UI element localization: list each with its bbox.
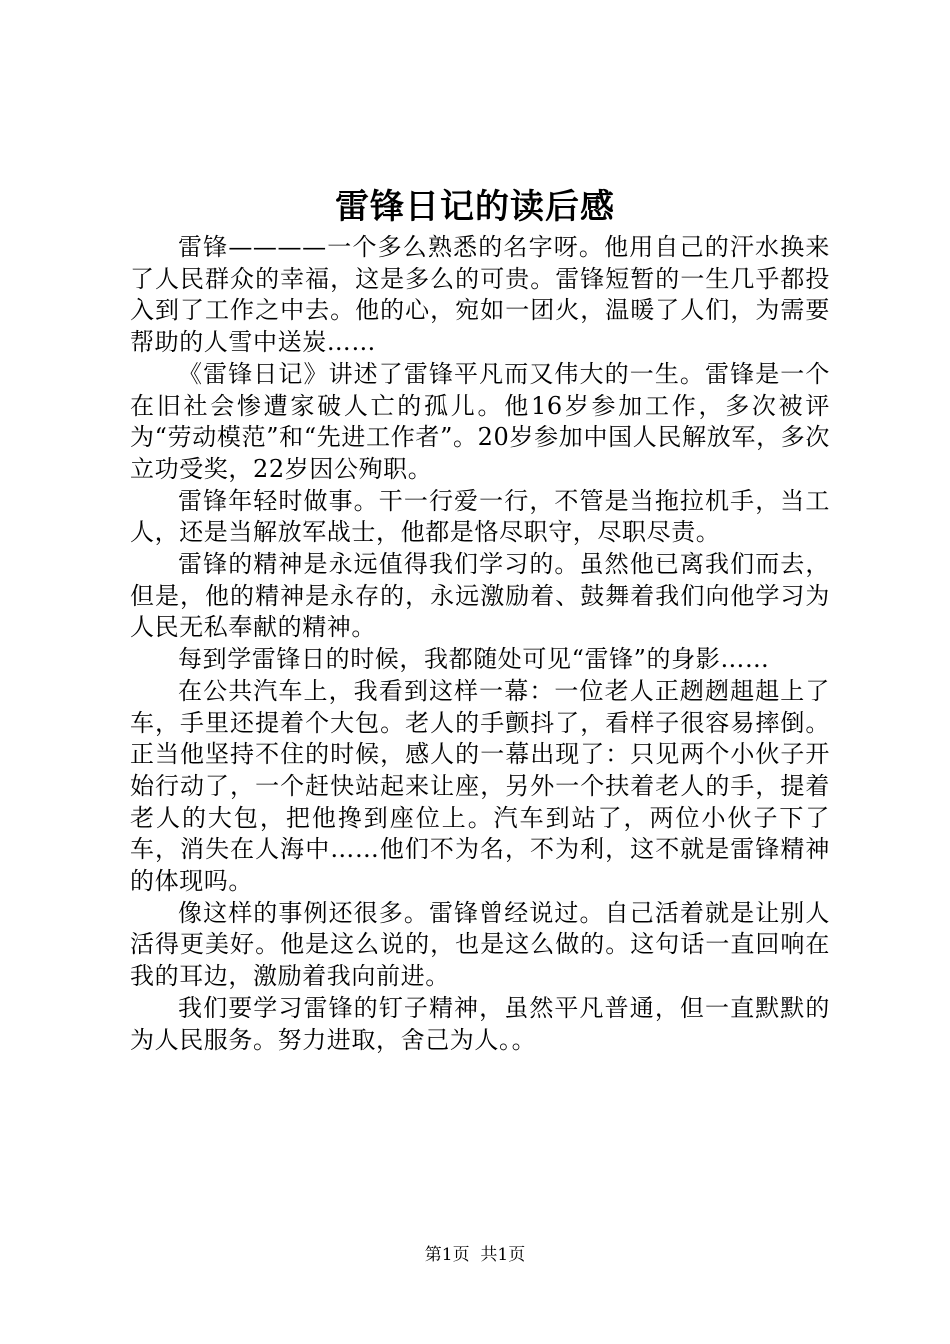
- paragraph: 雷锋年轻时做事。干一行爱一行，不管是当拖拉机手，当工人，还是当解放军战士，他都是恪尽职守，尽职尽责。: [130, 486, 830, 547]
- document-title: 雷锋日记的读后感: [335, 187, 615, 227]
- paragraph: 雷锋————一个多么熟悉的名字呀。他用自己的汗水换来了人民群众的幸福，这是多么的可贵。雷锋短暂的一生几乎都投入到了工作之中去。他的心，宛如一团火，温暖了人们，为需要帮助的人雪中送炭……: [130, 233, 830, 357]
- document-body: [130, 232, 830, 1056]
- page-footer: [0, 1243, 950, 1267]
- paragraph: 我们要学习雷锋的钉子精神，虽然平凡普通，但一直默默的为人民服务。努力进取，舍己为人。。: [130, 993, 830, 1054]
- paragraph: 雷锋的精神是永远值得我们学习的。虽然他已离我们而去，但是，他的精神是永存的，永远激励着、鼓舞着我们向他学习为人民无私奉献的精神。: [130, 550, 830, 642]
- paragraph: 《雷锋日记》讲述了雷锋平凡而又伟大的一生。雷锋是一个在旧社会惨遭家破人亡的孤儿。他16岁参加工作，多次被评为“劳动模范”和“先进工作者”。20岁参加中国人民解放军，多次立功受奖，22岁因公殉职。: [130, 359, 830, 483]
- paragraph: 每到学雷锋日的时候，我都随处可见“雷锋”的身影……: [178, 645, 770, 674]
- paragraph: 在公共汽车上，我看到这样一幕：一位老人正趔趔趄趄上了车，手里还提着个大包。老人的手颤抖了，看样子很容易摔倒。正当他坚持不住的时候，感人的一幕出现了：只见两个小伙子开始行动了，一个赶快站起来让座，另外一个扶着老人的手，提着老人的大包，把他搀到座位上。汽车到站了，两位小伙子下了车，消失在人海中……他们不为名，不为利，这不就是雷锋精神的体现吗。: [130, 676, 830, 896]
- page-number-label: 第1页 共1页: [424, 1245, 526, 1265]
- paragraph: 像这样的事例还很多。雷锋曾经说过。自己活着就是让别人活得更美好。他是这么说的，也是这么做的。这句话一直回响在我的耳边，激励着我向前进。: [130, 898, 830, 991]
